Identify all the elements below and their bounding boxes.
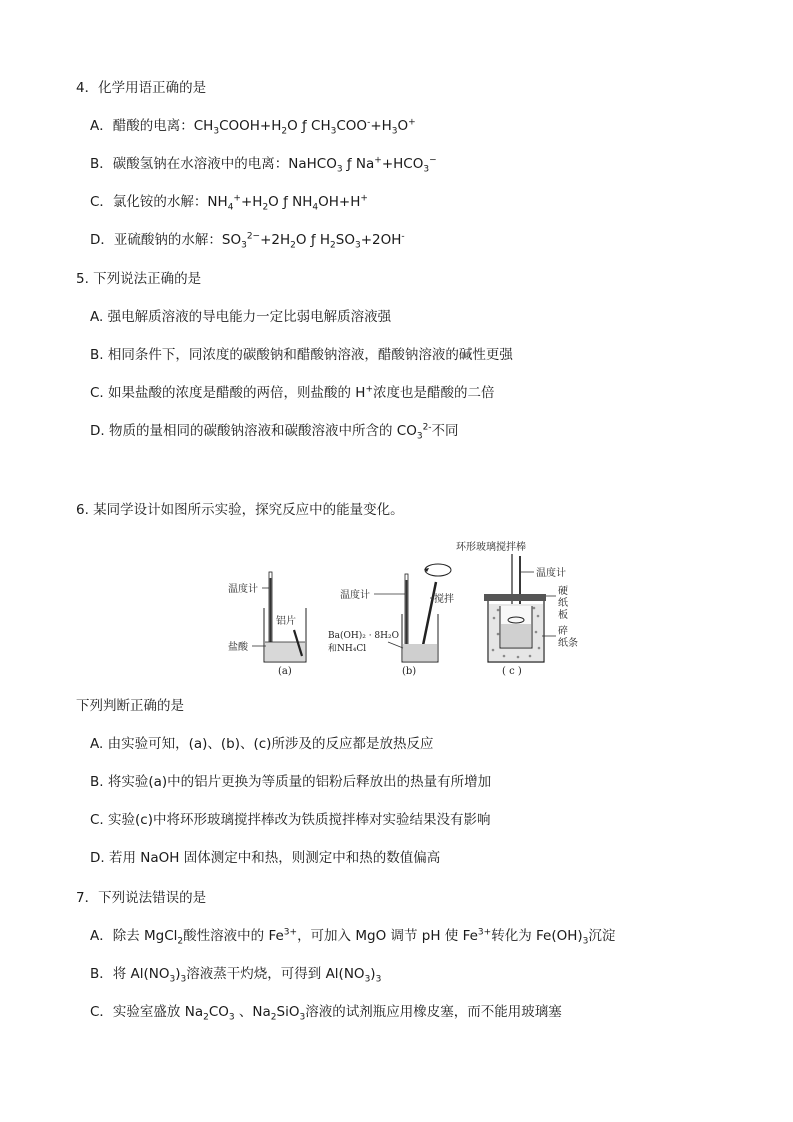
q4-option-b: B．碳酸氢钠在水溶液中的电离：NaHCO$_3$ ƒ $Na^++HCO_3^-$ — [90, 155, 437, 175]
label-reagent-1: Ba(OH)₂ · 8H₂O — [328, 631, 399, 641]
label-thermometer-b: 温度计 — [340, 590, 370, 601]
q4-option-c: C．氯化铵的水解：$NH_4^++H_2O$ ƒ $NH_4OH+H^+$ — [90, 193, 368, 213]
label-ring-stirrer: 环形玻璃搅拌棒 — [456, 542, 526, 553]
cardboard-lid — [484, 594, 546, 601]
figure-c — [456, 540, 578, 677]
label-paper-1: 碎 — [558, 626, 568, 637]
experiment-figure — [222, 538, 592, 684]
label-c: ( c ) — [502, 666, 522, 677]
q7-stem: 7．下列说法错误的是 — [76, 890, 207, 906]
label-b: (b) — [402, 666, 417, 677]
label-a: (a) — [278, 666, 292, 677]
q4-stem: 4．化学用语正确的是 — [76, 80, 207, 96]
figure-b — [328, 564, 454, 677]
q5-option-c: C. 如果盐酸的浓度是醋酸的两倍，则盐酸的 H+浓度也是醋酸的二倍 — [90, 384, 495, 401]
q7-option-a: A．除去 MgCl$_2$酸性溶液中的 $Fe^{3+}$，可加入 MgO 调节 pH 使 $Fe^{3+}$转化为 $Fe(OH)_3$沉淀 — [90, 927, 616, 947]
q5-option-b: B. 相同条件下，同浓度的碳酸钠和醋酸钠溶液，醋酸钠溶液的碱性更强 — [90, 347, 513, 363]
label-paper-2: 纸条 — [558, 638, 578, 649]
label-board-1: 硬 — [558, 586, 568, 597]
q7-option-b: B．将 $Al(NO_3)_3$溶液蒸干灼烧，可得到 $Al(NO_3)_3$ — [90, 966, 382, 985]
q4-option-d: D．亚硫酸钠的水解：$SO_3^{2-}+2H_2O$ ƒ $H_2SO_3+2OH^-$ — [90, 231, 405, 251]
q7-option-c: C．实验室盛放 $Na_2CO_3$ 、$Na_2SiO_3$溶液的试剂瓶应用橡皮塞，而不能用玻璃塞 — [90, 1004, 562, 1023]
label-reagent-2: 和NH₄Cl — [328, 644, 367, 654]
q5-stem: 5. 下列说法正确的是 — [76, 271, 202, 287]
q4-option-a: A．醋酸的电离：$CH_3COOH+H_2O$ ƒ $CH_3COO^-+H_3O^+$ — [90, 117, 416, 137]
label-board-3: 板 — [558, 610, 568, 621]
figure-a — [228, 572, 306, 677]
q6-option-a: A. 由实验可知，(a)、(b)、(c)所涉及的反应都是放热反应 — [90, 736, 434, 752]
q5-option-a: A. 强电解质溶液的导电能力一定比弱电解质溶液强 — [90, 309, 392, 325]
label-foil: 铝片 — [276, 616, 296, 627]
q6-option-c: C. 实验(c)中将环形玻璃搅拌棒改为铁质搅拌棒对实验结果没有影响 — [90, 812, 491, 828]
label-acid: 盐酸 — [228, 642, 248, 653]
label-board-2: 纸 — [558, 598, 568, 609]
label-stir: 搅拌 — [434, 594, 454, 605]
q6-stem: 6. 某同学设计如图所示实验，探究反应中的能量变化。 — [76, 502, 404, 518]
q5-option-d: D. 物质的量相同的碳酸钠溶液和碳酸溶液中所含的 $CO_3^{2-}$不同 — [90, 422, 459, 442]
q6-option-b: B. 将实验(a)中的铝片更换为等质量的铝粉后释放出的热量有所增加 — [90, 774, 492, 790]
label-thermometer-a: 温度计 — [228, 584, 258, 595]
label-thermometer-c: 温度计 — [536, 568, 566, 579]
q6-option-d: D. 若用 NaOH 固体测定中和热，则测定中和热的数值偏高 — [90, 850, 441, 866]
q6-judge: 下列判断正确的是 — [76, 698, 184, 714]
